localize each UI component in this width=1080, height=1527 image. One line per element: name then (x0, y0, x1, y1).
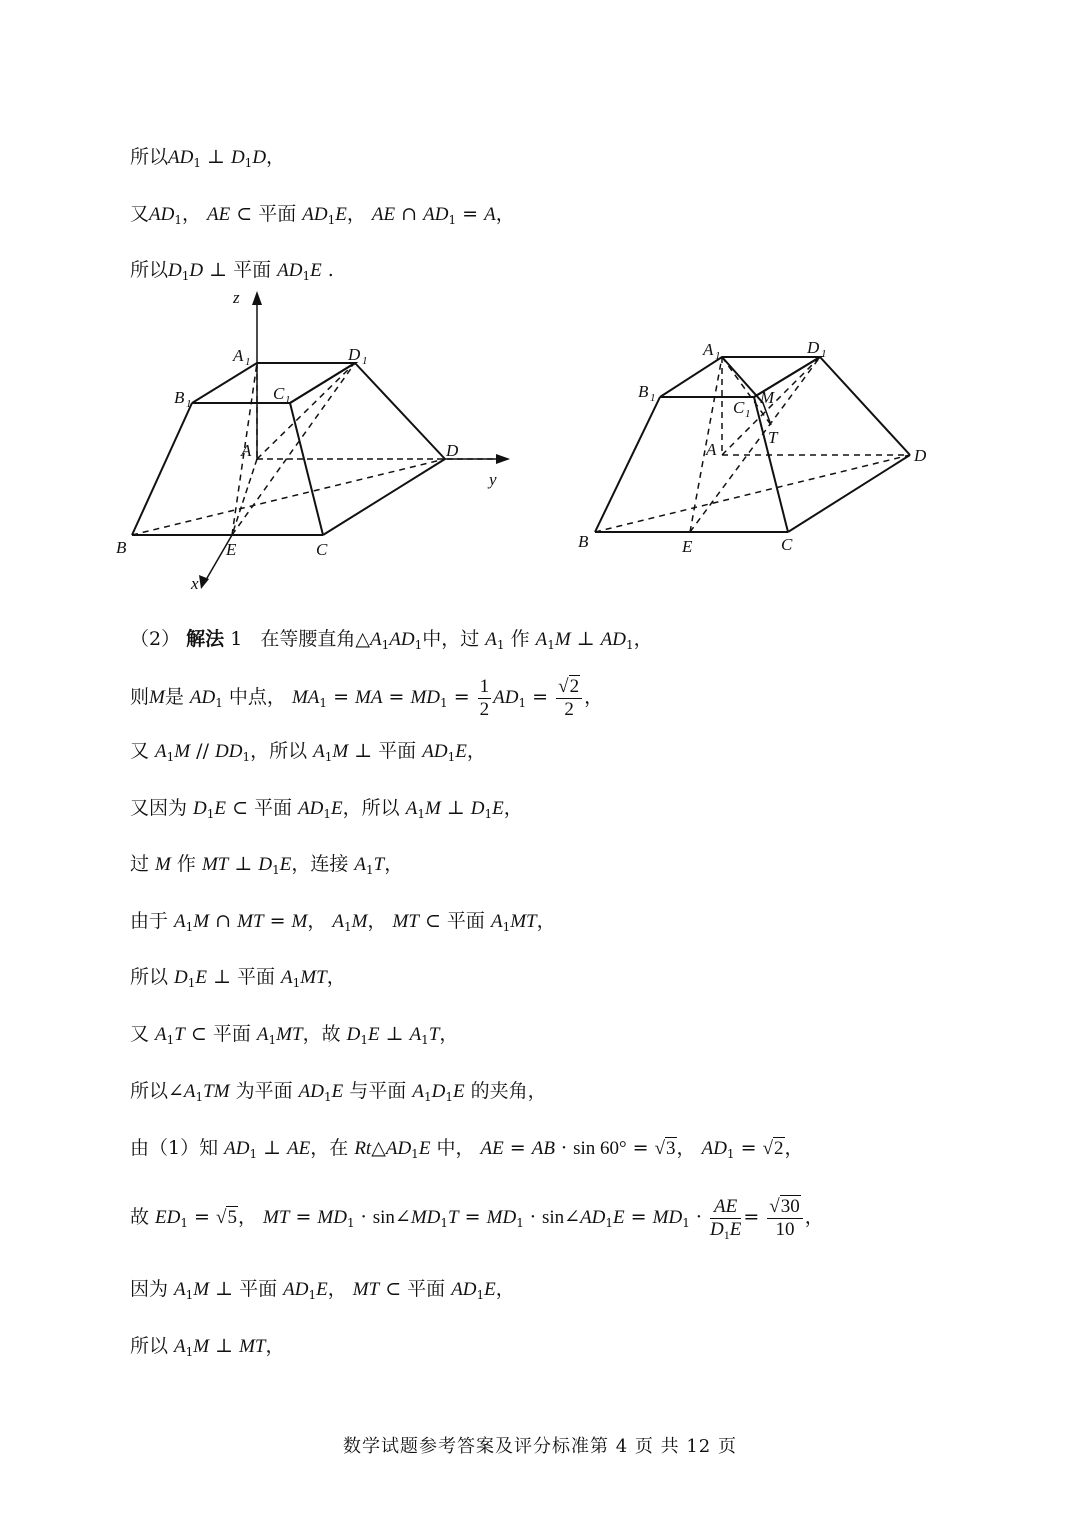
label-r-d1: D (807, 338, 820, 357)
label-a1: A (233, 346, 244, 365)
label-c: C (316, 540, 328, 559)
text-line-5: 则M是 $AD_1$ 中点， $MA_1$ = MA = $MD_1$ = $\frac{1}{2}$ $AD_1$ = $\frac{√2}{2}$ ， (130, 675, 604, 720)
text-line-4: （2） 解法 1 在等腰直角$\triangle A_1AD_1$中，过 $A_1$ 作 $A_1M$ ⊥ $AD_1$， (130, 628, 653, 652)
text-line-9: 由于 $A_1M$ ∩ MT = M， $A_1M$， MT ⊂ 平面 $A_1MT$， (130, 910, 556, 934)
svg-text:1: 1 (362, 355, 368, 367)
label-x: x (191, 574, 199, 593)
text-line-3: 所以$D_1D$ ⊥ 平面 $AD_1E$ . (130, 259, 334, 283)
label-r-e: E (682, 537, 693, 556)
label-r-b: B (578, 532, 589, 551)
label-r-d: D (914, 446, 927, 465)
label-b: B (116, 538, 127, 557)
label-r-b1: B (638, 382, 649, 401)
label-y: y (489, 470, 497, 489)
geometry-figure (100, 285, 980, 595)
label-c1: C (273, 384, 285, 403)
label-a: A (241, 441, 252, 460)
label-d: D (446, 441, 459, 460)
label-d1: D (348, 345, 361, 364)
svg-text:1: 1 (745, 408, 751, 420)
text-line-14: 故 $ED_1 = √5$， MT = $MD_1$ · $\sin\angle MD_1T = MD_1$ · $\sin\angle AD_1E = MD_1$ · $\frac{AE}{D_1E}$ = $\frac{√30}{10}$ ， (130, 1195, 824, 1242)
fraction-ae-over-d1e: $\frac{AE}{D_1E}$ (709, 1195, 742, 1242)
svg-text:1: 1 (650, 392, 656, 404)
text-line-6: 又 $A_1M // DD_1$，所以 $A_1M$ ⊥ 平面 $AD_1E$， (130, 740, 486, 764)
text-line-10: 所以 $D_1E$ ⊥ 平面 $A_1MT$， (130, 966, 346, 990)
label-r-c: C (781, 535, 793, 554)
fraction-sqrt2-over-2: $\frac{√2}{2}$ (556, 676, 582, 721)
label-r-m: M (760, 388, 775, 407)
svg-text:1: 1 (245, 356, 251, 368)
fraction-sqrt30-over-10: $\frac{√30}{10}$ (767, 1196, 802, 1241)
text-line-2: 又$AD_1$， AE ⊂ 平面 $AD_1E$， AE ∩ $AD_1 = A$， (130, 203, 515, 227)
text-line-13: 由（1）知 $AD_1$ ⊥ AE，在 $Rt\triangle AD_1E$ 中， AE = AB · sin 60° = √3， $AD_1 = √2$， (130, 1137, 804, 1161)
text-line-11: 又 $A_1T$ ⊂ 平面 $A_1MT$，故 $D_1E$ ⊥ $A_1T$， (130, 1023, 459, 1047)
text-line-16: 所以 $A_1M$ ⊥ MT， (130, 1335, 285, 1359)
label-e: E (226, 540, 237, 559)
text-line-12: 所以$\angle A_1TM$ 为平面 $AD_1E$ 与平面 $A_1D_1E$ 的夹角， (130, 1080, 547, 1104)
label-r-t: T (768, 428, 778, 447)
label-r-a: A (706, 440, 717, 459)
page-footer: 数学试题参考答案及评分标准第 4 页 共 12 页 (343, 1436, 737, 1457)
label-r-c1: C (733, 398, 745, 417)
svg-text:1: 1 (715, 350, 721, 362)
text-line-1: 所以$AD_1$ ⊥ $D_1D$， (130, 146, 286, 170)
label-z: z (233, 288, 240, 307)
text-line-8: 过 M 作 MT ⊥ $D_1E$，连接 $A_1T$， (130, 853, 404, 877)
label-b1: B (174, 388, 185, 407)
svg-text:1: 1 (821, 348, 827, 360)
left-figure-labels (116, 288, 497, 593)
fraction-half: $\frac{1}{2}$ (479, 675, 490, 720)
text-line-15: 因为 $A_1M$ ⊥ 平面 $AD_1E$， MT ⊂ 平面 $AD_1E$， (130, 1278, 515, 1302)
text-line-7: 又因为 $D_1E$ ⊂ 平面 $AD_1E$，所以 $A_1M$ ⊥ $D_1E$， (130, 797, 523, 821)
label-r-a1: A (703, 340, 714, 359)
svg-text:1: 1 (186, 398, 192, 410)
svg-text:1: 1 (285, 394, 291, 406)
